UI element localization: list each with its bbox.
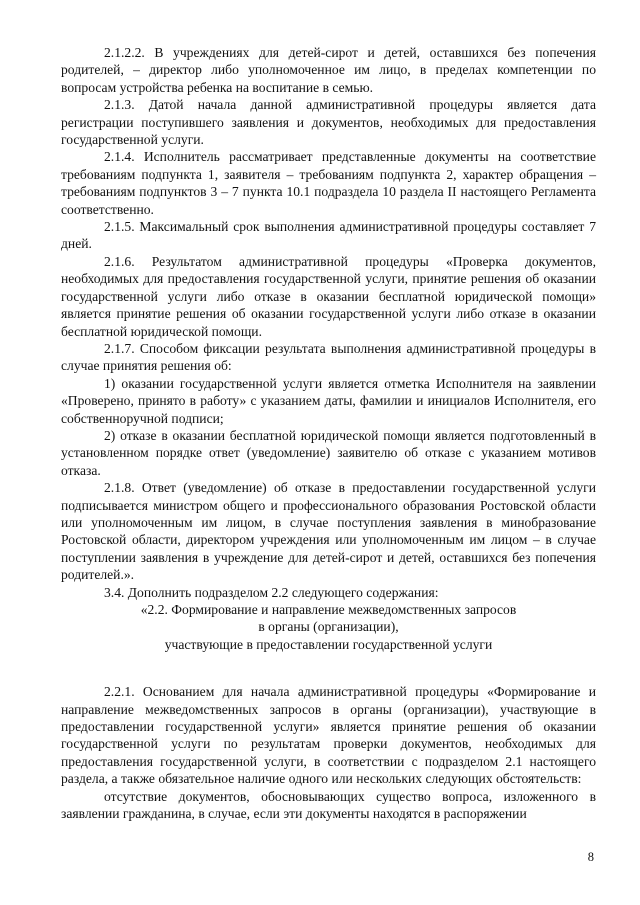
paragraph-2-1-8: 2.1.8. Ответ (уведомление) об отказе в предоставлении государственной услуги подписывается министром общего и профессионального образования Ростовской области или уполномоченным им лицом, в случае поступления заявления в минобразование Ростовской области, директором учреждения или уполномоченным им лицом – в случае поступлении заявления в учреждение для детей-сирот и детей, оставшихся без попечения родителей.». — [61, 480, 596, 583]
paragraph-absence-of-documents: отсутствие документов, обосновывающих существо вопроса, изложенного в заявлении гражданина, в случае, если эти документы находятся в распоряжении — [61, 788, 596, 822]
heading-line-3: участвующие в предоставлении государственной услуги — [164, 636, 493, 652]
heading-line-2: в органы (организации), — [258, 619, 399, 635]
paragraph-2-1-4: 2.1.4. Исполнитель рассматривает представленные документы на соответствие требованиям подпункта 1, заявителя – требованиям подпункта 2, характер обращения – требованиям подпунктов 3 – 7 пункта 10.1 подраздела 10 раздела II настоящего Регламента соответственно. — [61, 149, 596, 217]
page-number: 8 — [587, 850, 594, 864]
paragraph-2-1-6: 2.1.6. Результатом административной процедуры «Проверка документов, необходимых для предоставления государственной услуги, принятие решения об оказании государственной услуги либо отказе в оказании бесплатной юридической помощи» является принятие решения об оказании государственной услуги либо отказе в оказании бесплатной юридической помощи. — [61, 253, 596, 339]
paragraph-2-2-1: 2.2.1. Основанием для начала административной процедуры «Формирование и направление межведомственных запросов в органы (организации), участвующие в предоставлении государственной услуги» является принятие решения об оказании государственной услуги по результатам проверки документов, необходимых для предоставления государственной услуги, в соответствии с подразделом 2.1 настоящего раздела, а также обязательное наличие одного или нескольких следующих обстоятельств: — [61, 684, 596, 787]
list-item-2: 2) отказе в оказании бесплатной юридической помощи является подготовленный в установленном порядке ответ (уведомление) заявителю об отказе с указанием мотивов отказа. — [61, 427, 596, 478]
paragraph-2-1-7: 2.1.7. Способом фиксации результата выполнения административной процедуры в случае принятия решения об: — [61, 340, 596, 374]
paragraph-2-1-2-2: 2.1.2.2. В учреждениях для детей-сирот и детей, оставшихся без попечения родителей, – директор либо уполномоченное им лицо, в пределах компетенции по вопросам устройства ребенка на воспитание в семью. — [61, 45, 596, 95]
list-item-1: 1) оказании государственной услуги является отметка Исполнителя на заявлении «Проверено, принято в работу» с указанием даты, фамилии и инициалов Исполнителя, его собственноручной подписи; — [61, 375, 596, 426]
body-text — [61, 44, 596, 601]
section-heading — [61, 601, 596, 653]
paragraph-3-4: 3.4. Дополнить подразделом 2.2 следующего содержания: — [104, 584, 439, 600]
body-text-continued — [61, 683, 596, 822]
paragraph-2-1-5: 2.1.5. Максимальный срок выполнения административной процедуры составляет 7 дней. — [61, 219, 596, 252]
heading-line-1: «2.2. Формирование и направление межведомственных запросов — [140, 602, 517, 617]
paragraph-2-1-3: 2.1.3. Датой начала данной административной процедуры является дата регистрации поступившего заявления и документов, необходимых для предоставления государственной услуги. — [61, 97, 596, 148]
